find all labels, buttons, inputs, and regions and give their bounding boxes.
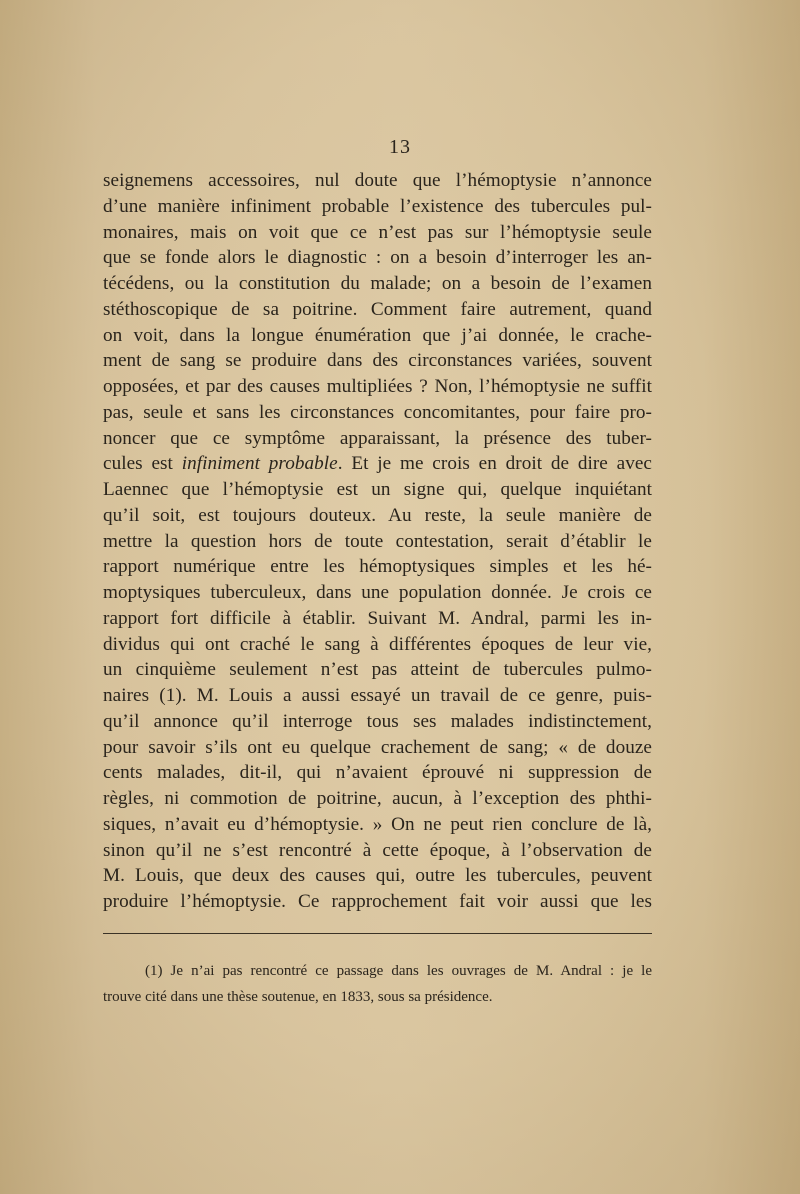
text-line: que se fonde alors le diagnostic : on a besoin d’interroger les an-: [103, 247, 652, 269]
main-text: [103, 168, 652, 915]
footnote-line: trouve cité dans une thèse soutenue, en 1833, sous sa présidence.: [103, 989, 493, 1005]
text-line: règles, ni commotion de poitrine, aucun, à l’exception des phthi-: [103, 788, 652, 809]
text-line: pas, seule et sans les circonstances concomitantes, pour faire pro-: [103, 401, 652, 423]
text-line: qu’il soit, est toujours douteux. Au reste, la seule manière de: [103, 504, 652, 526]
text-line: noncer que ce symptôme apparaissant, la présence des tuber-: [103, 427, 652, 449]
text-line: naires (1). M. Louis a aussi essayé un travail de ce genre, puis-: [103, 685, 652, 706]
text-line: M. Louis, que deux des causes qui, outre les tubercules, peuvent: [103, 865, 652, 887]
text-line: rapport numérique entre les hémoptysiques simples et les hé-: [103, 556, 652, 578]
footnote: [103, 958, 652, 1010]
text-line: técédens, ou la constitution du malade; on a besoin de l’examen: [103, 273, 652, 294]
footnote-rule: [103, 933, 652, 934]
text-line: dividus qui ont craché le sang à différentes époques de leur vie,: [103, 633, 652, 655]
text-line: d’une manière infiniment probable l’existence des tubercules pul-: [103, 195, 652, 217]
text-line: cents malades, dit-il, qui n’avaient éprouvé ni suppression de: [103, 762, 652, 784]
text-line: un cinquième seulement n’est pas atteint de tubercules pulmo-: [103, 659, 652, 681]
italic-line-before: cules est: [103, 453, 182, 475]
text-line: seignemens accessoires, nul doute que l’hémoptysie n’annonce: [103, 170, 652, 191]
text-line: pour savoir s’ils ont eu quelque crachement de sang; « de douze: [103, 736, 652, 758]
text-line: sinon qu’il ne s’est rencontré à cette époque, à l’observation de: [103, 839, 652, 861]
text-line: monaires, mais on voit que ce n’est pas sur l’hémoptysie seule: [103, 221, 652, 243]
text-line: Laennec que l’hémoptysie est un signe qui, quelque inquiétant: [103, 479, 652, 500]
text-line: stéthoscopique de sa poitrine. Comment faire autrement, quand: [103, 298, 652, 320]
footnote-line: (1) Je n’ai pas rencontré ce passage dans les ouvrages de M. Andral : je le: [145, 963, 652, 979]
text-line: mettre la question hors de toute contestation, serait d’établir le: [103, 530, 652, 552]
italic-line-after: . Et je me crois en droit de dire avec: [337, 453, 652, 475]
text-line: produire l’hémoptysie. Ce rapprochement fait voir aussi que les: [103, 891, 652, 912]
text-line: siques, n’avait eu d’hémoptysie. » On ne peut rien conclure de là,: [103, 813, 652, 835]
page-number: 13: [389, 136, 411, 158]
text-line: qu’il annonce qu’il interroge tous ses malades indistinctement,: [103, 710, 652, 732]
text-line: ment de sang se produire dans des circonstances variées, souvent: [103, 350, 652, 372]
text-line: rapport fort difficile à établir. Suivant M. Andral, parmi les in-: [103, 607, 652, 629]
text-line: on voit, dans la longue énumération que j’ai donnée, le crache-: [103, 324, 652, 346]
text-line-italic: [103, 451, 652, 477]
italic-phrase: infiniment probable: [181, 453, 338, 475]
text-line: moptysiques tuberculeux, dans une population donnée. Je crois ce: [103, 582, 652, 603]
text-line: opposées, et par des causes multipliées ? Non, l’hémoptysie ne suffit: [103, 376, 652, 397]
